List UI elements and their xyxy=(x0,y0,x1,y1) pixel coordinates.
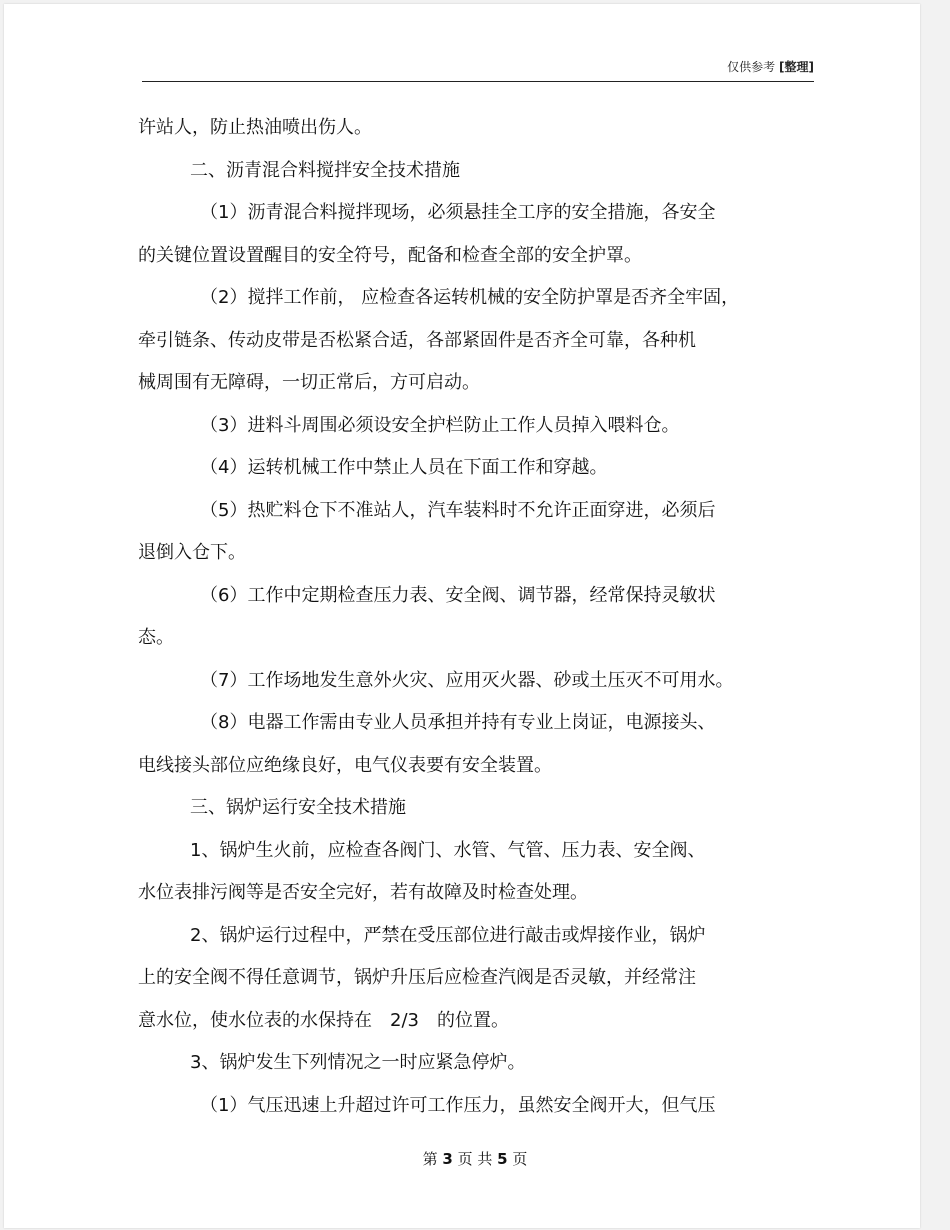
text-line: 态。 xyxy=(138,627,174,648)
text-line: （8）电器工作需由专业人员承担并持有专业上岗证，电源接头、 xyxy=(200,712,716,733)
footer-total-pages: 5 xyxy=(497,1150,508,1168)
text-line: （3）进料斗周围必须设安全护栏防止工作人员掉入喂料仓。 xyxy=(200,414,680,436)
text-line: 械周围有无障碍，一切正常后，方可启动。 xyxy=(138,372,480,393)
page-header xyxy=(142,60,814,82)
text-line: 牵引链条、传动皮带是否松紧合适，各部紧固件是否齐全可靠，各种机 xyxy=(138,329,696,351)
footer-suffix: 页 xyxy=(512,1150,528,1168)
text-line: 许站人，防止热油喷出伤人。 xyxy=(138,117,372,138)
text-line: （6）工作中定期检查压力表、安全阀、调节器，经常保持灵敏状 xyxy=(200,584,716,606)
footer-prefix: 第 xyxy=(422,1150,438,1168)
text-line: 3、锅炉发生下列情况之一时应紧急停炉。 xyxy=(190,1052,526,1073)
text-line: （5）热贮料仓下不准站人，汽车装料时不允许正面穿进，必须后 xyxy=(200,499,716,521)
footer-middle: 页 共 xyxy=(457,1150,493,1168)
text-line: 水位表排污阀等是否安全完好，若有故障及时检查处理。 xyxy=(138,882,588,903)
text-line: （7）工作场地发生意外火灾、应用灭火器、砂或土压灭不可用水。 xyxy=(200,669,734,691)
text-line: 上的安全阀不得任意调节，锅炉升压后应检查汽阀是否灵敏，并经常注 xyxy=(138,967,696,988)
text-line: （1）气压迅速上升超过许可工作压力，虽然安全阀开大，但气压 xyxy=(200,1094,716,1116)
text-line: 2、锅炉运行过程中，严禁在受压部位进行敲击或焊接作业，锅炉 xyxy=(190,924,706,946)
footer-current-page: 3 xyxy=(442,1150,453,1168)
text-line: 二、沥青混合料搅拌安全技术措施 xyxy=(190,159,460,181)
text-line: （2）搅拌工作前， 应检查各运转机械的安全防护罩是否齐全牢固， xyxy=(200,287,740,308)
text-line: 意水位，使水位表的水保持在 2/3 的位置。 xyxy=(138,1009,509,1031)
text-line: （4）运转机械工作中禁止人员在下面工作和穿越。 xyxy=(200,457,608,478)
text-line: 三、锅炉运行安全技术措施 xyxy=(190,797,406,818)
text-line: 电线接头部位应绝缘良好，电气仪表要有安全装置。 xyxy=(138,754,552,776)
document-body xyxy=(138,107,788,1127)
header-text: 仅供参考 xyxy=(727,60,776,74)
text-line: 1、锅炉生火前，应检查各阀门、水管、气管、压力表、安全阀、 xyxy=(190,839,706,861)
text-line: 的关键位置设置醒目的安全符号，配备和检查全部的安全护罩。 xyxy=(138,244,642,266)
text-line: 退倒入仓下。 xyxy=(138,542,246,563)
page-footer xyxy=(0,1148,950,1169)
text-line: （1）沥青混合料搅拌现场，必须悬挂全工序的安全措施，各安全 xyxy=(200,202,716,223)
header-bracket: [整理] xyxy=(779,60,814,74)
